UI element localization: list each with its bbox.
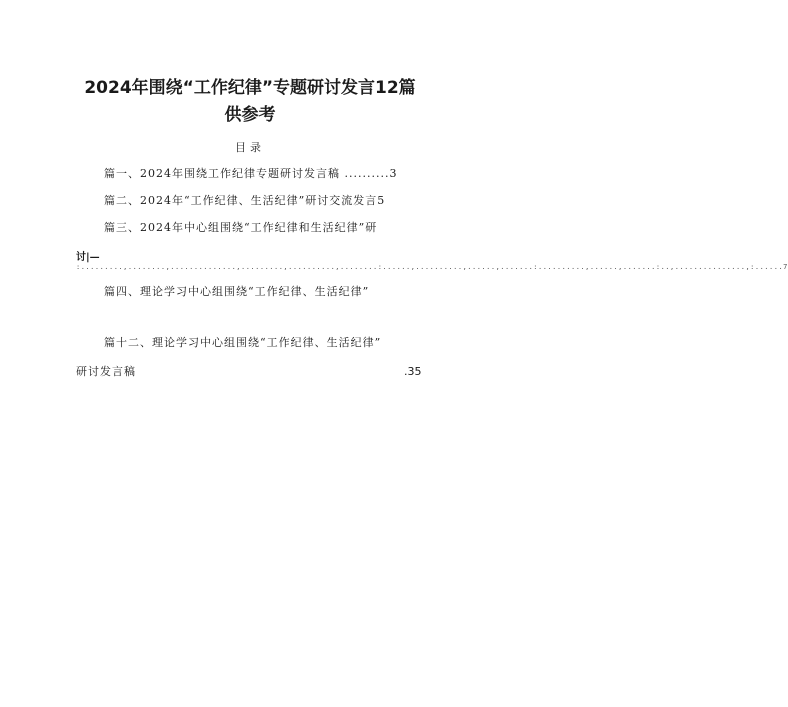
toc-entry-4[interactable]: 篇四、理论学习中心组围绕“工作纪律、生活纪律” <box>104 285 370 298</box>
dot-leader: :.........,........,..............,.........,..........,........:......,..........,......,.......:..........,......,.......:..,...............,:......7 <box>76 263 788 271</box>
toc-entry-12[interactable]: 篇十二、理论学习中心组围绕“工作纪律、生活纪律” <box>104 336 382 349</box>
toc-entry-1[interactable]: 篇一、2024年围绕工作纪律专题研讨发言稿 ..........3 <box>104 167 398 180</box>
toc-entry-12-continuation: 研讨发言稿 <box>76 365 136 378</box>
toc-entry-3[interactable]: 篇三、2024年中心组围绕“工作纪律和生活纪律”研 <box>104 221 378 234</box>
toc-entry-12-page-number: .35 <box>404 365 422 378</box>
toc-entry-2[interactable]: 篇二、2024年“工作纪律、生活纪律”研讨交流发言5 <box>104 194 386 207</box>
document-title-line-1: 2024年围绕“工作纪律”专题研讨发言12篇 <box>84 78 416 98</box>
toc-entry-3-continuation: 讨|— <box>76 252 100 263</box>
document-title-line-2: 供参考 <box>224 105 276 125</box>
toc-heading: 目录 <box>235 141 265 154</box>
